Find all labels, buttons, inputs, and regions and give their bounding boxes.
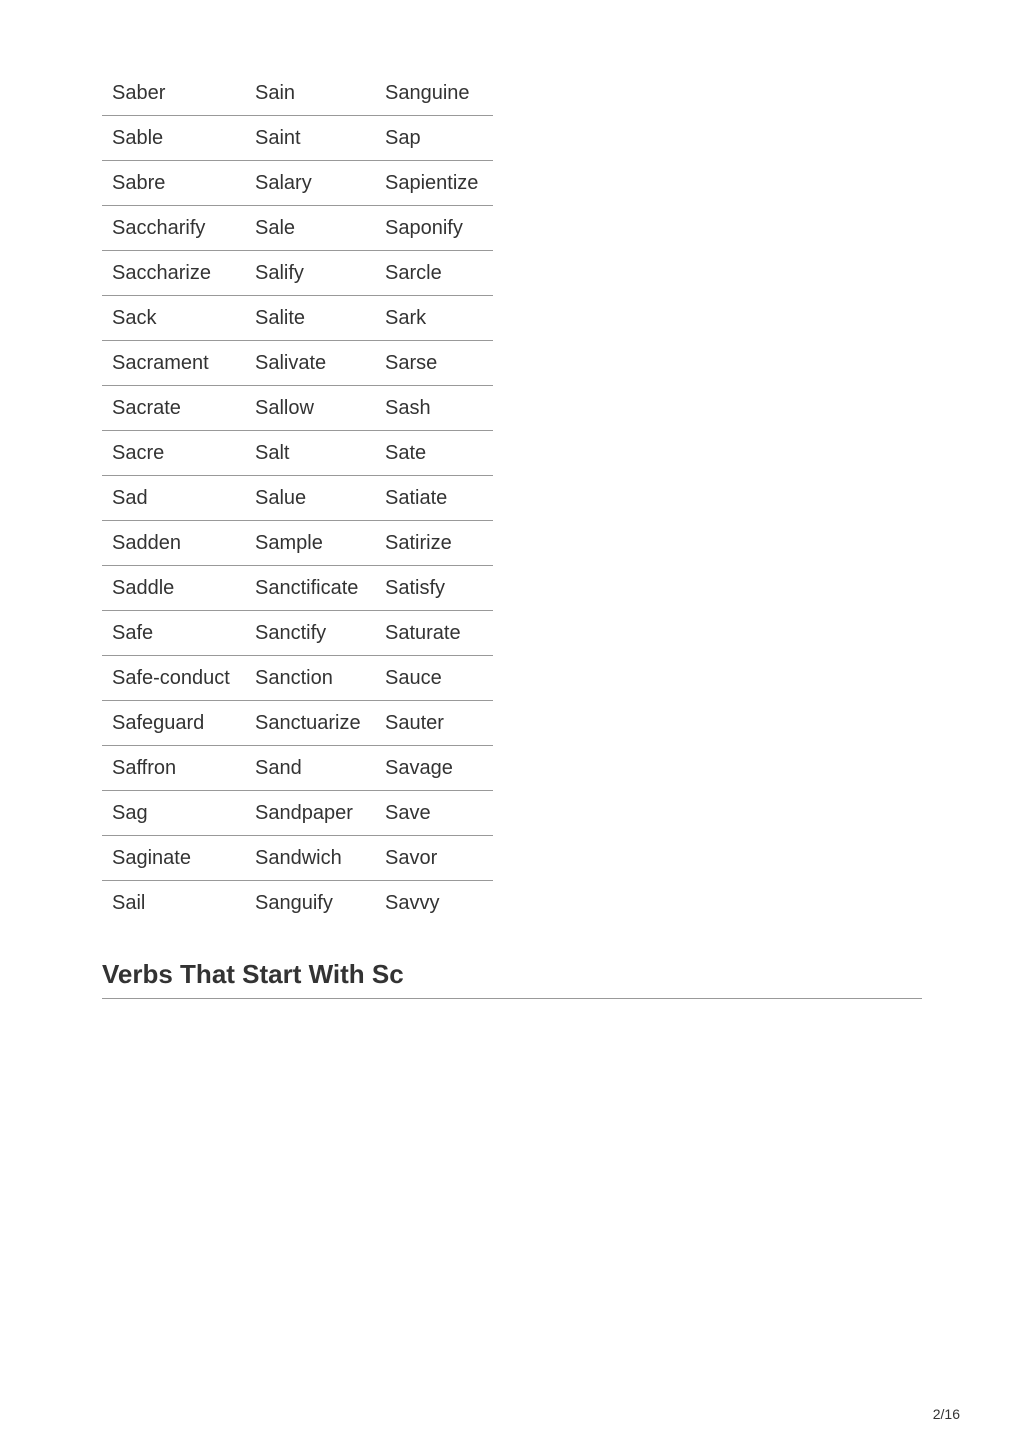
table-cell: Sand (245, 746, 375, 791)
table-cell: Savor (375, 836, 493, 881)
table-cell: Saturate (375, 611, 493, 656)
table-cell: Satirize (375, 521, 493, 566)
table-row (102, 521, 493, 566)
table-row (102, 836, 493, 881)
table-cell: Salue (245, 476, 375, 521)
table-cell: Saddle (102, 566, 245, 611)
table-cell: Sample (245, 521, 375, 566)
table-cell: Sain (255, 82, 296, 104)
table-cell: Sapientize (375, 161, 493, 206)
table-row (102, 746, 493, 791)
table-cell: Sanctify (245, 611, 375, 656)
table-cell: Saccharify (102, 206, 245, 251)
table-row (102, 611, 493, 656)
table-row (102, 791, 493, 836)
table-cell: Sanctificate (245, 566, 375, 611)
table-cell: Saponify (375, 206, 493, 251)
table-cell: Sandwich (245, 836, 375, 881)
table-row (102, 431, 493, 476)
table-cell: Sallow (245, 386, 375, 431)
table-cell: Sadden (102, 521, 245, 566)
table-cell: Salt (245, 431, 375, 476)
table-cell: Savvy (375, 881, 493, 926)
table-row (102, 296, 493, 341)
table-cell: Sacre (102, 431, 245, 476)
table-cell: Safe (102, 611, 245, 656)
table-cell: Sanction (245, 656, 375, 701)
word-table (102, 71, 493, 925)
page-number: 2/16 (932, 1406, 960, 1422)
table-cell: Saccharize (102, 251, 245, 296)
table-cell: Savage (375, 746, 493, 791)
table-cell: Saber (112, 82, 166, 104)
table-cell: Salivate (245, 341, 375, 386)
table-cell: Sable (102, 116, 245, 161)
table-cell: Sack (102, 296, 245, 341)
table-cell: Saint (245, 116, 375, 161)
table-cell: Sanguine (385, 82, 470, 104)
table-row (102, 161, 493, 206)
table-cell: Sate (375, 431, 493, 476)
table-cell: Saginate (102, 836, 245, 881)
table-row (102, 386, 493, 431)
table-cell: Satiate (375, 476, 493, 521)
table-cell: Sark (375, 296, 493, 341)
table-cell: Sap (375, 116, 493, 161)
table-cell: Saffron (102, 746, 245, 791)
table-cell: Sacrate (102, 386, 245, 431)
table-row (102, 341, 493, 386)
table-cell: Sacrament (102, 341, 245, 386)
table-cell: Save (375, 791, 493, 836)
table-row (102, 206, 493, 251)
table-cell: Sabre (102, 161, 245, 206)
table-row (102, 251, 493, 296)
table-cell: Salify (245, 251, 375, 296)
table-row (102, 71, 493, 116)
table-cell: Sad (102, 476, 245, 521)
table-cell: Safeguard (102, 701, 245, 746)
table-cell: Sash (375, 386, 493, 431)
table-cell: Sanguify (245, 881, 375, 926)
table-cell: Sauter (375, 701, 493, 746)
table-row (102, 476, 493, 521)
table-row (102, 116, 493, 161)
table-cell: Safe-conduct (102, 656, 245, 701)
word-table-body (102, 71, 493, 925)
table-row (102, 566, 493, 611)
table-cell: Sale (245, 206, 375, 251)
table-cell: Sandpaper (245, 791, 375, 836)
section-heading: Verbs That Start With Sc (102, 958, 922, 999)
table-row (102, 656, 493, 701)
table-cell: Sanctuarize (245, 701, 375, 746)
table-cell: Salite (245, 296, 375, 341)
table-cell: Sail (102, 881, 245, 926)
table-cell: Sarcle (375, 251, 493, 296)
table-cell: Sag (102, 791, 245, 836)
table-cell: Sarse (375, 341, 493, 386)
table-row (102, 701, 493, 746)
table-cell: Sauce (375, 656, 493, 701)
table-row (102, 881, 493, 926)
table-cell: Salary (245, 161, 375, 206)
table-cell: Satisfy (375, 566, 493, 611)
